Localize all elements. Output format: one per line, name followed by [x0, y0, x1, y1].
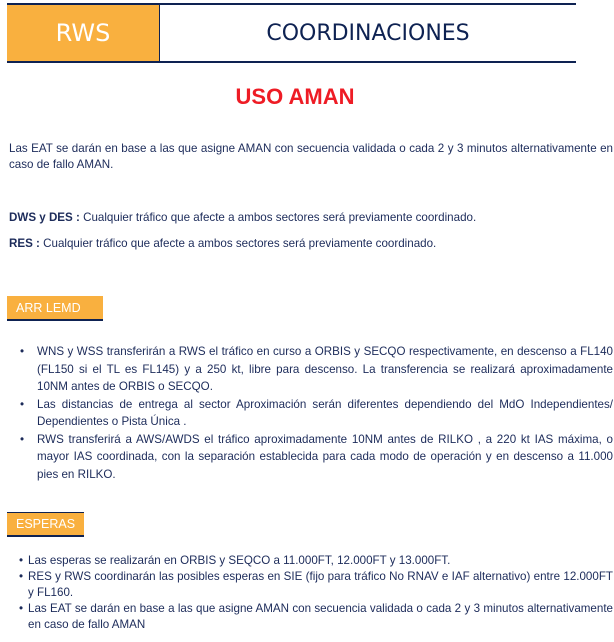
- arr-lemd-list: [37, 343, 613, 483]
- coordination-label: RES :: [9, 237, 40, 250]
- page-title: USO AMAN: [235, 84, 355, 109]
- document-header: [7, 3, 576, 63]
- coordination-text: Cualquier tráfico que afecte a ambos sectores será previamente coordinado.: [39, 237, 437, 250]
- list-item: • RWS transferirá a AWS/AWDS el tráfico aproximadamente 10NM antes de RILKO , a 220 kt IAS máxima, o mayor IAS coordinada, con la separación establecida para cada modo de operación y en descenso a 11.000 pies en RILKO.: [37, 431, 613, 484]
- intro-paragraph: Las EAT se darán en base a las que asigne AMAN con secuencia validada o cada 2 y 3 minutos alternativamente en caso de fallo AMAN.: [9, 142, 613, 171]
- coordination-dws-des: [9, 210, 613, 226]
- coordination-label: DWS y DES :: [9, 211, 80, 224]
- sector-label: RWS: [7, 5, 160, 61]
- coordination-res: [9, 236, 613, 252]
- list-item: • Las distancias de entrega al sector Aproximación serán diferentes dependiendo del MdO Independientes/ Dependientes o Pista Única .: [37, 396, 613, 431]
- section-title: COORDINACIONES: [266, 20, 470, 46]
- list-item: • Las esperas se realizarán en ORBIS y SEQCO a 11.000FT, 12.000FT y 13.000FT.: [28, 553, 613, 569]
- coordination-text: Cualquier tráfico que afecte a ambos sectores será previamente coordinado.: [79, 211, 477, 224]
- esperas-list: [28, 553, 613, 633]
- list-item: • WNS y WSS transferirán a RWS el tráfico en curso a ORBIS y SECQO respectivamente, en descenso a FL140 (FL150 si el TL es FL145) y a 250 kt, libre para descenso. La transferencia se realizará aproximadamente 10NM antes de ORBIS o SECQO.: [37, 343, 613, 396]
- arr-lemd-heading: ARR LEMD: [7, 296, 103, 321]
- esperas-heading: ESPERAS: [7, 512, 84, 537]
- list-item: • RES y RWS coordinarán las posibles esperas en SIE (fijo para tráfico No RNAV e IAF alternativo) entre 12.000FT y FL160.: [28, 569, 613, 601]
- list-item: • Las EAT se darán en base a las que asigne AMAN con secuencia validada o cada 2 y 3 minutos alternativamente en caso de fallo AMAN: [28, 601, 613, 633]
